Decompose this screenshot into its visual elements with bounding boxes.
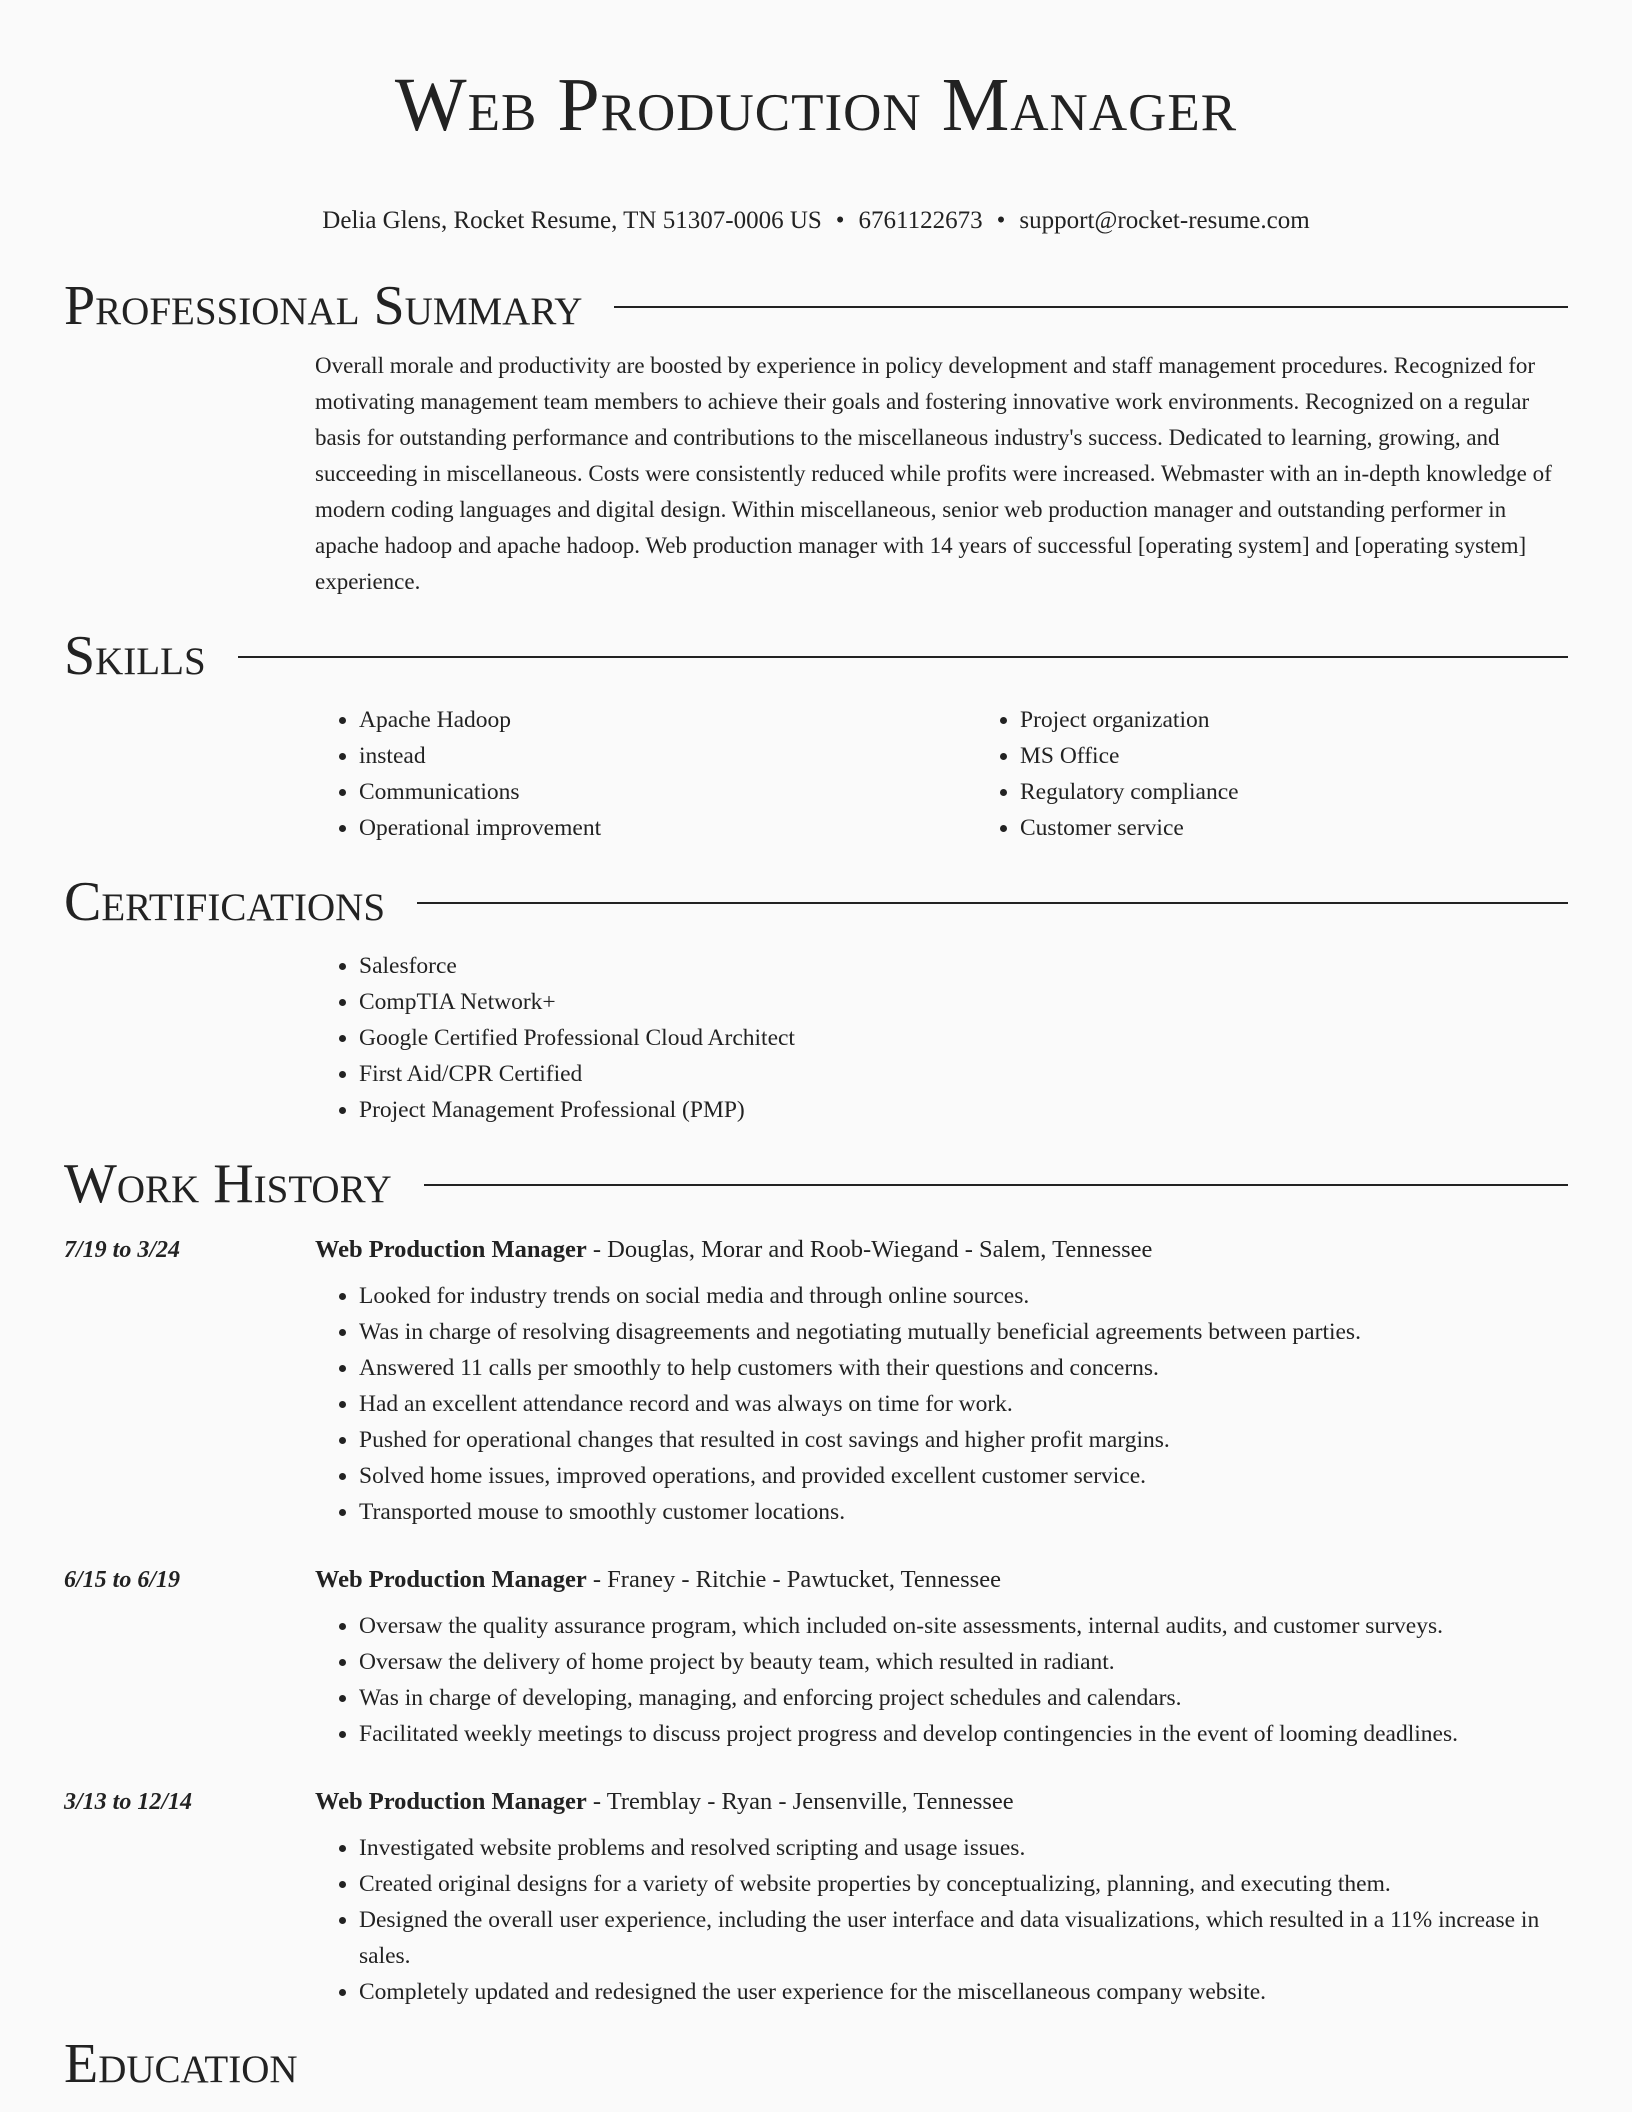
separator-dot: • (835, 207, 845, 234)
skills-column-left (315, 702, 976, 846)
job-bullet: • Created original designs for a variety of website properties by conceptualizing, planning, and executing them. (359, 1866, 1568, 1902)
section-divider (424, 1184, 1568, 1186)
job-bullet: • Solved home issues, improved operations, and provided excellent customer service. (359, 1458, 1568, 1494)
job-title: Web Production Manager (315, 1566, 587, 1593)
job-details: - Franey - Ritchie - Pawtucket, Tennessee (586, 1566, 1001, 1593)
contact-email: support@rocket-resume.com (1019, 207, 1310, 234)
certifications-section-header (64, 870, 1568, 934)
skill-item: • Regulatory compliance (1020, 774, 1632, 810)
contact-line (0, 206, 1632, 236)
job-dates: 6/15 to 6/19 (64, 1567, 181, 1593)
job-bullet: • Transported mouse to smoothly customer locations. (359, 1494, 1568, 1530)
skill-item: • Customer service (1020, 810, 1632, 846)
summary-heading: Professional Summary (64, 275, 583, 337)
contact-address: Delia Glens, Rocket Resume, TN 51307-0006 US (322, 207, 822, 234)
work-heading: Work History (64, 1153, 392, 1215)
job-entry (64, 1784, 1568, 2010)
skills-list (315, 702, 1568, 846)
job-bullet: • Oversaw the delivery of home project by beauty team, which resulted in radiant. (359, 1644, 1568, 1680)
job-bullet: • Answered 11 calls per smoothly to help customers with their questions and concerns. (359, 1350, 1568, 1386)
skill-item: • Project organization (1020, 702, 1632, 738)
certifications-list (315, 948, 1568, 1128)
job-title: Web Production Manager (315, 1788, 587, 1815)
job-dates: 3/13 to 12/14 (64, 1789, 193, 1815)
certification-item: • Project Management Professional (PMP) (359, 1092, 1568, 1128)
job-bullet: • Pushed for operational changes that resulted in cost savings and higher profit margins. (359, 1422, 1568, 1458)
job-bullet: • Looked for industry trends on social media and through online sources. (359, 1278, 1568, 1314)
contact-phone: 6761122673 (858, 207, 983, 234)
job-bullet: • Designed the overall user experience, including the user interface and data visualizations, which resulted in a 11% increase in sales. (359, 1902, 1568, 1974)
job-entry (64, 1562, 1568, 1752)
resume-title: Web Production Manager (394, 63, 1238, 147)
job-role (315, 1784, 1568, 1820)
job-bullet: • Investigated website problems and resolved scripting and usage issues. (359, 1830, 1568, 1866)
certification-item: • Salesforce (359, 948, 1568, 984)
skill-item: • instead (359, 738, 976, 774)
skills-heading: Skills (64, 625, 206, 687)
job-bullet: • Facilitated weekly meetings to discuss project progress and develop contingencies in the event of looming deadlines. (359, 1716, 1568, 1752)
education-section-header (64, 2032, 1568, 2096)
job-role (315, 1232, 1568, 1268)
summary-text: Overall morale and productivity are boosted by experience in policy development and staff management procedures. Recognized for motivating management team members to achieve their goals and fostering innovative work environments. Recognized on a regular basis for outstanding performance and contributions to the miscellaneous industry's success. Dedicated to learning, growing, and succeeding in miscellaneous. Costs were consistently reduced while profits were increased. Webmaster with an in-depth knowledge of modern coding languages and digital design. Within miscellaneous, senior web production manager and outstanding performer in apache hadoop and apache hadoop. Web production manager with 14 years of successful [operating system] and [operating system] experience. (315, 353, 1552, 594)
certification-item: • First Aid/CPR Certified (359, 1056, 1568, 1092)
certifications-heading: Certifications (64, 871, 386, 933)
job-details: - Tremblay - Ryan - Jensenville, Tennessee (586, 1788, 1014, 1815)
job-bullet: • Was in charge of resolving disagreements and negotiating mutually beneficial agreements between parties. (359, 1314, 1568, 1350)
skills-section-header (64, 624, 1568, 688)
job-bullet: • Was in charge of developing, managing, and enforcing project schedules and calendars. (359, 1680, 1568, 1716)
skill-item: • Communications (359, 774, 976, 810)
certification-item: • Google Certified Professional Cloud Architect (359, 1020, 1568, 1056)
summary-section-header (64, 274, 1568, 338)
skill-item: • Apache Hadoop (359, 702, 976, 738)
skills-column-right (976, 702, 1632, 846)
job-details: - Douglas, Morar and Roob-Wiegand - Salem, Tennessee (586, 1236, 1153, 1263)
job-bullet: • Completely updated and redesigned the user experience for the miscellaneous company website. (359, 1974, 1568, 2010)
job-title: Web Production Manager (315, 1236, 587, 1263)
job-entry (64, 1232, 1568, 1530)
job-role (315, 1562, 1568, 1598)
skill-item: • MS Office (1020, 738, 1632, 774)
education-heading: Education (64, 2033, 298, 2095)
work-section-header (64, 1152, 1568, 1216)
section-divider (238, 656, 1568, 658)
job-bullet: • Had an excellent attendance record and was always on time for work. (359, 1386, 1568, 1422)
section-divider (417, 902, 1568, 904)
summary-body (315, 348, 1568, 600)
section-divider (614, 306, 1568, 308)
job-dates: 7/19 to 3/24 (64, 1237, 181, 1263)
separator-dot: • (996, 207, 1006, 234)
certification-item: • CompTIA Network+ (359, 984, 1568, 1020)
job-bullet: • Oversaw the quality assurance program, which included on-site assessments, internal audits, and customer surveys. (359, 1608, 1568, 1644)
skill-item: • Operational improvement (359, 810, 976, 846)
